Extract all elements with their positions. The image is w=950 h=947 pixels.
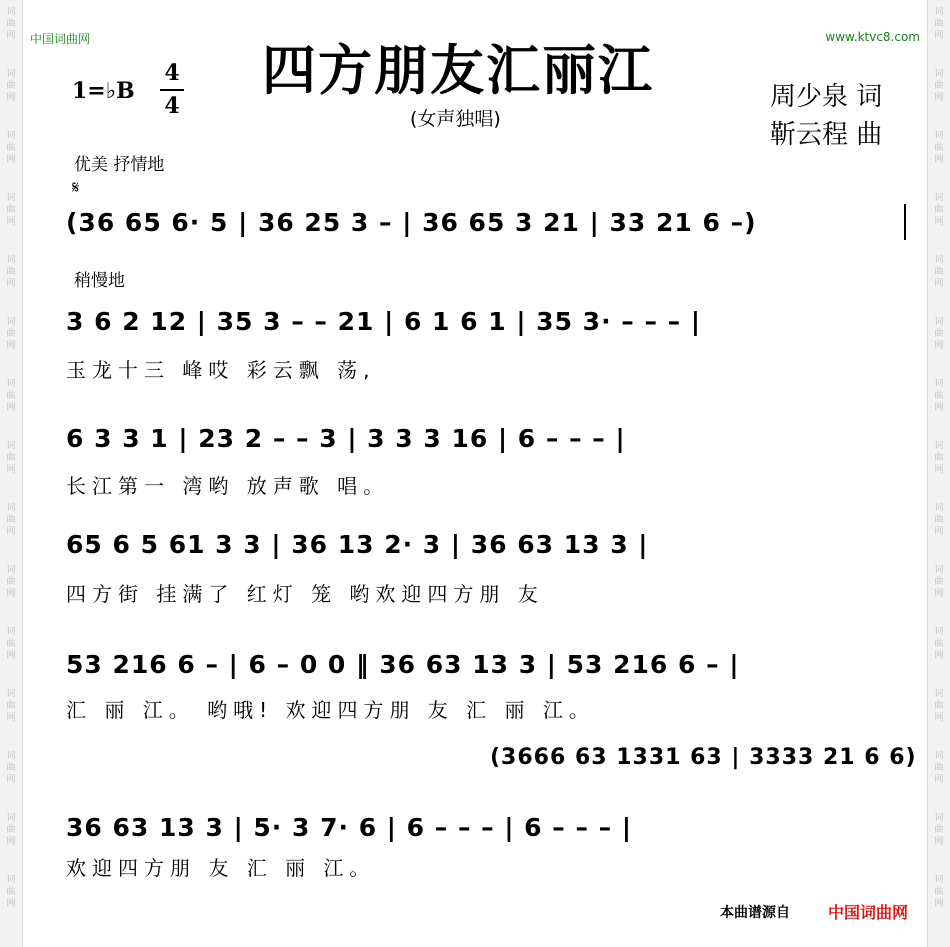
- lyrics-line-2: 长江第一 湾哟 放声歌 唱。: [66, 474, 390, 498]
- watermark-glyph-group: 词 曲 网: [6, 69, 16, 103]
- watermark-glyph-group: 词 曲 网: [6, 255, 16, 289]
- time-signature: [160, 60, 184, 120]
- watermark-glyph-group: 词 曲 网: [934, 193, 944, 227]
- watermark-glyph-group: 词 曲 网: [934, 503, 944, 537]
- watermark-glyph-group: 词 曲 网: [6, 813, 16, 847]
- watermark-glyph-group: 词 曲 网: [6, 875, 16, 909]
- watermark-glyph-group: 词 曲 网: [934, 255, 944, 289]
- watermark-glyph-group: 词 曲 网: [934, 7, 944, 41]
- watermark-glyph-group: 词 曲 网: [934, 627, 944, 661]
- watermark-glyph-group: 词 曲 网: [934, 813, 944, 847]
- key-signature: 1=♭B: [72, 78, 135, 104]
- watermark-glyph-group: 词 曲 网: [934, 751, 944, 785]
- expression-mood: 优美 抒情地: [74, 155, 165, 175]
- intro-barline-end: [904, 204, 906, 240]
- lyrics-line-3: 四方街 挂满了 红灯 笼 哟欢迎四方朋 友: [66, 582, 544, 606]
- lyrics-line-1: 玉龙十三 峰哎 彩云飘 荡,: [66, 358, 376, 382]
- watermark-glyph-group: 词 曲 网: [6, 751, 16, 785]
- score-intro: (36 65 6· 5 | 36 25 3 – | 36 65 3 21 | 33 21 6 –): [66, 208, 757, 237]
- time-top: 4: [164, 60, 180, 86]
- watermark-glyph-group: 词 曲 网: [934, 875, 944, 909]
- footer-source-label: 本曲谱源自: [720, 905, 790, 921]
- score-line-5: 36 63 13 3 | 5· 3 7· 6 | 6 – – – | 6 – – – |: [66, 813, 633, 842]
- time-bar: [160, 89, 184, 91]
- watermark-glyph-group: 词 曲 网: [934, 317, 944, 351]
- score-line-1: 3 6 2 12 | 35 3 – – 21 | 6 1 6 1 | 35 3· – – – |: [66, 307, 702, 336]
- site-name-left: 中国词曲网: [30, 32, 91, 46]
- watermark-glyph-group: 词 曲 网: [6, 689, 16, 723]
- watermark-glyph-group: 词 曲 网: [6, 441, 16, 475]
- watermark-glyph-group: 词 曲 网: [6, 7, 16, 41]
- watermark-glyph-group: 词 曲 网: [934, 69, 944, 103]
- watermark-glyph-group: 词 曲 网: [934, 689, 944, 723]
- watermark-glyph-group: 词 曲 网: [6, 627, 16, 661]
- watermark-glyph-group: 词 曲 网: [6, 131, 16, 165]
- score-interlude: (3666 63 1331 63 | 3333 21 6 6): [490, 745, 917, 770]
- lyricist-credit: 周少泉 词: [770, 82, 883, 112]
- lyrics-line-4: 汇 丽 江。 哟哦! 欢迎四方朋 友 汇 丽 江。: [66, 698, 595, 722]
- watermark-glyph-group: 词 曲 网: [934, 131, 944, 165]
- score-line-4: 53 216 6 – | 6 – 0 0 ‖ 36 63 13 3 | 53 216 6 – |: [66, 650, 740, 679]
- site-url: www.ktvc8.com: [825, 30, 920, 44]
- score-line-2: 6 3 3 1 | 23 2 – – 3 | 3 3 3 16 | 6 – – – |: [66, 424, 626, 453]
- watermark-glyph-group: 词 曲 网: [934, 565, 944, 599]
- watermark-glyph-group: 词 曲 网: [6, 317, 16, 351]
- watermark-glyph-group: 词 曲 网: [6, 503, 16, 537]
- segno-sign: 𝄋: [72, 178, 80, 198]
- song-title: 四方朋友汇丽江: [262, 39, 654, 102]
- song-subtitle: (女声独唱): [410, 108, 501, 130]
- lyrics-line-5: 欢迎四方朋 友 汇 丽 江。: [66, 856, 376, 880]
- time-bottom: 4: [164, 93, 180, 119]
- watermark-glyph-group: 词 曲 网: [6, 193, 16, 227]
- watermark-glyph-group: 词 曲 网: [934, 441, 944, 475]
- score-line-3: 65 6 5 61 3 3 | 36 13 2· 3 | 36 63 13 3 |: [66, 530, 649, 559]
- watermark-glyph-group: 词 曲 网: [6, 565, 16, 599]
- composer-credit: 靳云程 曲: [770, 120, 883, 150]
- footer-source-site: 中国词曲网: [828, 903, 909, 922]
- watermark-glyph-group: 词 曲 网: [934, 379, 944, 413]
- expression-tempo: 稍慢地: [74, 271, 125, 291]
- watermark-glyph-group: 词 曲 网: [6, 379, 16, 413]
